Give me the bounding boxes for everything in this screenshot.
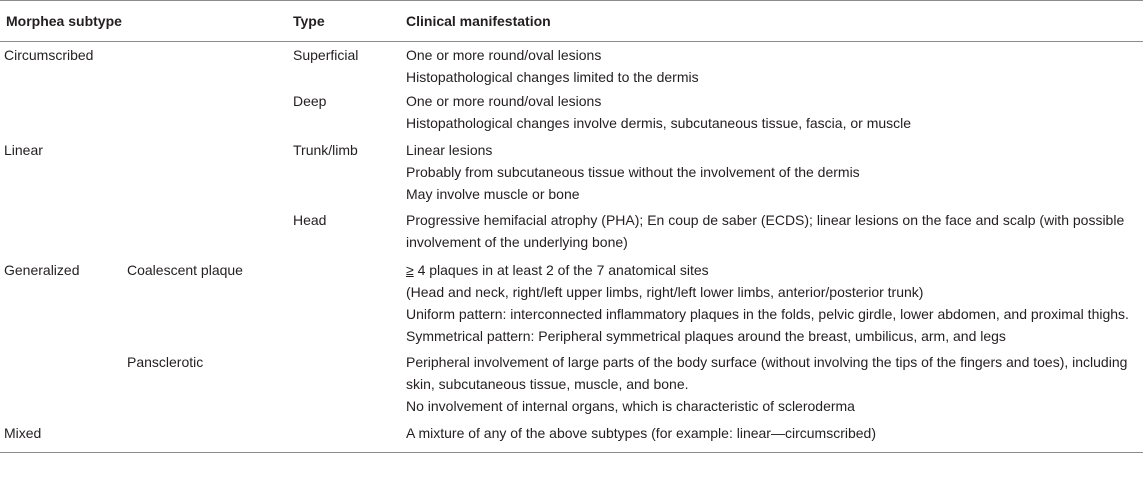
- clinical-line: Histopathological changes limited to the dermis: [406, 69, 699, 85]
- clinical-line-text: 4 plaques in at least 2 of the 7 anatomical sites: [413, 262, 709, 278]
- cell-subtype: [0, 209, 122, 256]
- clinical-line: [406, 259, 1139, 281]
- clinical-line: Probably from subcutaneous tissue without the involvement of the dermis: [406, 164, 860, 180]
- clinical-line: One or more round/oval lesions: [406, 93, 602, 109]
- cell-type: [293, 351, 406, 420]
- cell-clinical: [406, 137, 1143, 209]
- table-row: [0, 137, 1143, 209]
- cell-clinical: [406, 351, 1143, 420]
- cell-subsubtype: [122, 209, 293, 256]
- cell-subtype: [0, 90, 122, 137]
- table-header-row: [0, 1, 1143, 42]
- table-row: [0, 42, 1143, 91]
- cell-clinical: [406, 256, 1143, 351]
- cell-subtype: Linear: [4, 142, 43, 158]
- cell-type: [293, 420, 406, 453]
- clinical-line: Histopathological changes involve dermis, subcutaneous tissue, fascia, or muscle: [406, 115, 912, 131]
- header-clinical-manifestation: Clinical manifestation: [406, 1, 1143, 42]
- cell-subsubtype: Pansclerotic: [127, 354, 204, 370]
- cell-type: Head: [293, 212, 327, 228]
- clinical-line: Progressive hemifacial atrophy (PHA); En coup de saber (ECDS); linear lesions on the face and scalp (with possible involvement of the underlying bone): [406, 212, 1125, 250]
- table-row: [0, 420, 1143, 453]
- clinical-line: Uniform pattern: interconnected inflammatory plaques in the folds, pelvic girdle, lower abdomen, and proximal thighs. Symmetrical pattern: Peripheral symmetrical plaques around the breast, umbilicus, arm, and legs: [406, 306, 1129, 344]
- cell-subtype: Circumscribed: [4, 47, 94, 63]
- cell-clinical: [406, 209, 1143, 256]
- clinical-line: No involvement of internal organs, which is characteristic of scleroderma: [406, 398, 855, 414]
- cell-subtype: Mixed: [0, 420, 122, 453]
- cell-subsubtype: [122, 42, 293, 91]
- cell-subtype: Generalized: [4, 262, 80, 278]
- table-row: [0, 351, 1143, 420]
- cell-subtype: [0, 351, 122, 420]
- cell-type: [293, 256, 406, 351]
- table-row: [0, 256, 1143, 351]
- clinical-line: One or more round/oval lesions: [406, 47, 602, 63]
- table-row: [0, 90, 1143, 137]
- cell-type: Trunk/limb: [293, 142, 358, 158]
- cell-subsubtype: [122, 420, 293, 453]
- clinical-line: A mixture of any of the above subtypes (for example: linear—circumscribed): [406, 425, 876, 441]
- clinical-line: May involve muscle or bone: [406, 186, 580, 202]
- cell-subsubtype: Coalescent plaque: [127, 262, 243, 278]
- header-type: Type: [293, 1, 406, 42]
- cell-clinical: [406, 420, 1143, 453]
- cell-clinical: [406, 90, 1143, 137]
- cell-subsubtype: [122, 137, 293, 209]
- clinical-line: Peripheral involvement of large parts of the body surface (without involving the tips of the fingers and toes), including skin, subcutaneous tissue, muscle, and bone.: [406, 354, 1128, 392]
- greater-equal-symbol: ≥: [406, 262, 414, 278]
- table-row: [0, 209, 1143, 256]
- clinical-line: (Head and neck, right/left upper limbs, right/left lower limbs, anterior/posterior trunk): [406, 284, 924, 300]
- cell-clinical: [406, 42, 1143, 91]
- header-morphea-subtype: Morphea subtype: [0, 1, 293, 42]
- cell-type: Superficial: [293, 47, 359, 63]
- cell-type: Deep: [293, 93, 327, 109]
- cell-subsubtype: [122, 90, 293, 137]
- clinical-line: Linear lesions: [406, 142, 493, 158]
